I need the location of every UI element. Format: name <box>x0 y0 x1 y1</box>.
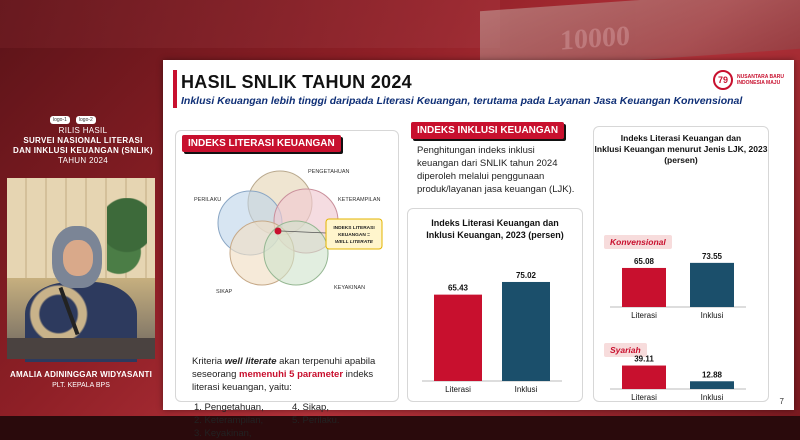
chart-total-card <box>407 208 583 402</box>
literasi-text-a: Kriteria <box>192 356 225 367</box>
chart-total-value-label-literasi: 65.43 <box>447 283 469 293</box>
speaker-video <box>7 178 155 359</box>
left-panel <box>0 0 162 416</box>
literasi-venn-diagram <box>188 161 388 301</box>
venn-center-dot <box>275 228 282 235</box>
chart-ljk-card <box>593 126 769 402</box>
chart-konvensional-value-label-inklusi: 73.55 <box>701 251 723 261</box>
banknote-text: 10000 <box>560 20 630 57</box>
literasi-text-c: akan terpenuhi apabila seseorang <box>192 356 376 380</box>
chart-syariah-bar-inklusi <box>690 381 734 389</box>
chart-syariah-category-label-inklusi: Inklusi <box>700 393 724 402</box>
inklusi-description: Penghitungan indeks inklusi keuangan dari SNLIK tahun 2024 diperoleh melalui penggunaan produk/layanan jasa keuangan (LJK). <box>417 145 575 195</box>
chart-ljk-title-line1: Indeks Literasi Keuangan dan <box>620 133 742 143</box>
literasi-text-5-parameter: memenuhi 5 parameter <box>239 369 344 380</box>
chart-total-title-line2: Inklusi Keuangan, 2023 (persen) <box>426 230 564 240</box>
param-item-3: 3. Keyakinan, <box>194 428 252 439</box>
chart-total-category-label-inklusi: Inklusi <box>514 385 538 394</box>
event-title-line3: DAN INKLUSI KEUANGAN (SNLIK) <box>13 146 153 155</box>
inklusi-header: INDEKS INKLUSI KEUANGAN <box>411 122 564 139</box>
param-item-4: 4. Sikap, <box>292 402 329 413</box>
venn-circle-keyakinan <box>264 221 328 285</box>
speaker-background-plant <box>107 198 147 288</box>
page-number: 7 <box>779 397 784 406</box>
event-title-line4: TAHUN 2024 <box>58 156 108 165</box>
chart-ljk-title-line2: Inklusi Keuangan menurut Jenis LJK, 2023 <box>594 144 768 154</box>
speaker-desk <box>7 338 155 359</box>
chart-konvensional-bar-inklusi <box>690 263 734 307</box>
speaker-caption <box>7 370 155 389</box>
brand-line1: NUSANTARA BARU <box>737 74 784 80</box>
chart-konvensional-category-label-literasi: Literasi <box>631 311 657 320</box>
chart-total-value-label-inklusi: 75.02 <box>515 270 537 280</box>
param-item-2: 2. Keterampilan, <box>194 415 264 426</box>
literasi-parameter-list <box>194 401 394 440</box>
chart-total-bar-literasi <box>434 295 482 381</box>
chart-total-title-line1: Indeks Literasi Keuangan dan <box>431 218 559 228</box>
event-title-line1: RILIS HASIL <box>58 126 108 135</box>
chart-konvensional-category-label-inklusi: Inklusi <box>700 311 724 320</box>
speaker-name: AMALIA ADININGGAR WIDYASANTI <box>9 370 153 379</box>
logo-1: logo-1 <box>50 116 70 124</box>
chart-syariah-bar-literasi <box>622 366 666 389</box>
chart-ljk-svg <box>594 127 770 403</box>
brand-logo <box>713 70 784 90</box>
literasi-header: INDEKS LITERASI KEUANGAN <box>182 135 341 152</box>
anniversary-79-icon: 79 <box>713 70 733 90</box>
speaker-role: PLT. KEPALA BPS <box>52 382 110 389</box>
venn-label-pengetahuan: PENGETAHUAN <box>308 169 350 175</box>
chart-syariah-value-label-literasi: 39.11 <box>634 354 654 364</box>
title-accent-bar <box>173 70 177 108</box>
group-tag-konvensional: Konvensional <box>604 235 672 249</box>
venn-label-keyakinan: KEYAKINAN <box>334 285 366 291</box>
slide-subtitle: Inklusi Keuangan lebih tinggi daripada Literasi Keuangan, terutama pada Layanan Jasa Keuangan Konvensional <box>181 95 743 107</box>
param-item-1: 1. Pengetahuan, <box>194 402 264 413</box>
brand-text <box>737 74 784 86</box>
venn-label-keterampilan: KETERAMPILAN <box>338 197 381 203</box>
chart-total-category-label-literasi: Literasi <box>445 385 471 394</box>
chart-konvensional-value-label-literasi: 65.08 <box>633 256 655 266</box>
event-title-line2: SURVEI NASIONAL LITERASI <box>23 136 143 145</box>
literasi-text-well-literate: well literate <box>224 356 277 367</box>
param-item-5: 5. Perilaku. <box>292 415 340 426</box>
event-title <box>8 126 158 166</box>
literasi-card <box>175 130 399 439</box>
slide-title: HASIL SNLIK TAHUN 2024 <box>181 72 412 92</box>
group-tag-syariah: Syariah <box>604 343 647 357</box>
venn-label-perilaku: PERILAKU <box>194 197 222 203</box>
venn-callout-line2: KEUANGAN = <box>338 233 370 238</box>
chart-syariah-category-label-literasi: Literasi <box>631 393 657 402</box>
logo-2: logo-2 <box>76 116 96 124</box>
event-logos <box>50 116 96 124</box>
chart-total-svg <box>408 209 584 403</box>
chart-syariah-value-label-inklusi: 12.88 <box>701 370 723 380</box>
venn-callout-line1: INDEKS LITERASI <box>333 226 375 231</box>
chart-total-bar-inklusi <box>502 282 550 381</box>
literasi-description <box>192 355 392 394</box>
presentation-slide <box>163 60 794 439</box>
brand-line2: INDONESIA MAJU <box>737 80 781 86</box>
venn-label-sikap: SIKAP <box>216 289 233 295</box>
chart-konvensional-bar-literasi <box>622 268 666 307</box>
venn-callout-line3: WELL LITERATE <box>335 240 373 245</box>
chart-ljk-title-line3: (persen) <box>664 155 698 165</box>
speaker-face <box>63 240 93 276</box>
literasi-text-e: indeks literasi keuangan, yaitu: <box>192 369 374 393</box>
